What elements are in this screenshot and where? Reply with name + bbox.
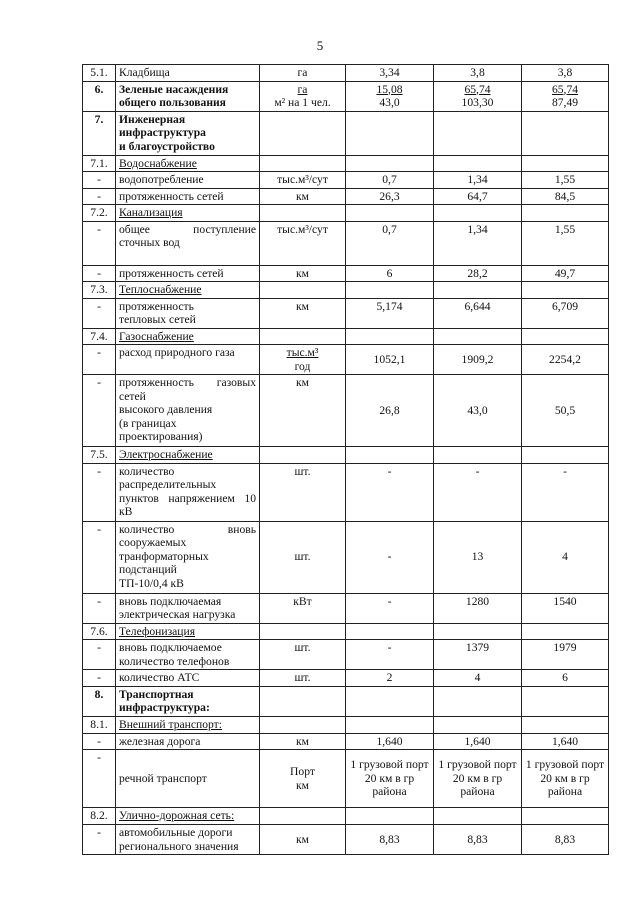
table-row [83,265,609,282]
value-stage1 [434,686,522,716]
row-name: вновь подключаемая электрическая нагрузка [116,593,260,623]
row-number: - [83,188,116,205]
value-stage2: 8,83 [522,825,609,855]
value-stage1 [434,716,522,733]
row-unit: га м² на 1 чел. [260,81,346,111]
row-unit [260,716,346,733]
value-stage2 [522,686,609,716]
value-existing: 0,7 [346,221,434,265]
value-stage1 [434,623,522,640]
value-stage2 [522,808,609,825]
row-name: Зеленые насаждения общего пользования [116,81,260,111]
value-stage2: 6 [522,670,609,687]
row-name: Инженерная инфраструктура и благоустройство [116,111,260,155]
row-unit: шт. [260,670,346,687]
value-existing [346,716,434,733]
row-number: 6. [83,81,116,111]
row-number: - [83,825,116,855]
value-existing [346,205,434,222]
row-number: 8.1. [83,716,116,733]
value-existing: 26,3 [346,188,434,205]
value-stage1: 6,644 [434,298,522,328]
row-unit [260,282,346,299]
value-existing: - [346,593,434,623]
row-unit [260,447,346,464]
row-name: вновь подключаемое количество телефонов [116,640,260,670]
row-number: 8.2. [83,808,116,825]
value-stage2: - [522,463,609,521]
value-stage1: 13 [434,521,522,593]
row-number: - [83,750,116,808]
table-row [83,623,609,640]
value-existing: 1052,1 [346,345,434,375]
value-stage2: 6,709 [522,298,609,328]
row-name: количество распределительных пунктов напряжением 10 кВ [116,463,260,521]
value-stage2: 50,5 [522,375,609,447]
row-number: - [83,172,116,189]
value-stage1 [434,205,522,222]
row-unit [260,111,346,155]
row-unit: км [260,265,346,282]
table-row [83,716,609,733]
value-existing: 2 [346,670,434,687]
row-number: - [83,298,116,328]
table-row [83,750,609,808]
value-stage2: 1540 [522,593,609,623]
row-unit: км [260,298,346,328]
value-existing [346,111,434,155]
value-stage1: 1,34 [434,221,522,265]
value-existing: - [346,521,434,593]
row-unit: кВт [260,593,346,623]
value-stage2: 1979 [522,640,609,670]
indicators-table [82,64,609,855]
value-stage2: 2254,2 [522,345,609,375]
row-name: автомобильные дороги регионального значения [116,825,260,855]
row-name: Теплоснабжение [116,282,260,299]
value-existing: 26,8 [346,375,434,447]
value-stage2: 65,74 87,49 [522,81,609,111]
row-number: - [83,670,116,687]
value-stage2 [522,111,609,155]
value-stage1: 3,8 [434,65,522,82]
value-existing [346,328,434,345]
value-stage1: 1280 [434,593,522,623]
row-name: железная дорога [116,733,260,750]
value-existing [346,686,434,716]
row-unit: шт. [260,521,346,593]
row-name: Телефонизация [116,623,260,640]
row-name: водопотребление [116,172,260,189]
row-name: Водоснабжение [116,155,260,172]
value-stage1 [434,808,522,825]
row-name: расход природного газа [116,345,260,375]
row-number: 7.2. [83,205,116,222]
table-row [83,298,609,328]
row-name: Газоснабжение [116,328,260,345]
row-unit: тыс.м³/сут [260,172,346,189]
row-name: количество АТС [116,670,260,687]
value-stage2: 4 [522,521,609,593]
row-unit [260,328,346,345]
value-existing: - [346,640,434,670]
value-stage2 [522,623,609,640]
value-existing: 0,7 [346,172,434,189]
row-number: - [83,221,116,265]
value-stage2: 3,8 [522,65,609,82]
row-unit: км [260,825,346,855]
table-row [83,593,609,623]
table-row [83,282,609,299]
row-unit [260,686,346,716]
value-existing [346,447,434,464]
table-row [83,733,609,750]
row-number: 7.3. [83,282,116,299]
value-stage1 [434,155,522,172]
value-stage1: 43,0 [434,375,522,447]
row-unit: км [260,733,346,750]
value-stage1: 8,83 [434,825,522,855]
row-unit [260,155,346,172]
row-name: общее поступление сточных вод [116,221,260,265]
row-name: речной транспорт [116,750,260,808]
row-unit [260,623,346,640]
table-row [83,670,609,687]
value-stage1: 1 грузовой порт 20 км в гр района [434,750,522,808]
table-row [83,686,609,716]
row-unit: шт. [260,640,346,670]
row-unit: га [260,65,346,82]
table-row [83,221,609,265]
row-number: - [83,463,116,521]
row-name: Улично-дорожная сеть: [116,808,260,825]
value-existing [346,623,434,640]
row-name: Кладбища [116,65,260,82]
value-existing: 1 грузовой порт 20 км в гр района [346,750,434,808]
row-unit: км [260,375,346,447]
value-stage2: 1,640 [522,733,609,750]
table-row [83,188,609,205]
value-stage1: 1379 [434,640,522,670]
row-number: - [83,640,116,670]
value-stage1 [434,447,522,464]
row-unit [260,808,346,825]
row-number: - [83,265,116,282]
table-row [83,205,609,222]
value-stage2 [522,716,609,733]
value-existing: 3,34 [346,65,434,82]
row-name: Электроснабжение [116,447,260,464]
row-unit: км [260,188,346,205]
table-row [83,111,609,155]
row-number: 5.1. [83,65,116,82]
row-number: - [83,345,116,375]
value-stage2 [522,205,609,222]
row-name: протяженность сетей [116,265,260,282]
table-row [83,640,609,670]
table-row [83,81,609,111]
value-stage1: - [434,463,522,521]
value-stage1: 64,7 [434,188,522,205]
value-stage2: 84,5 [522,188,609,205]
row-name: количество вновь сооружаемых транформаторных подстанций ТП-10/0,4 кВ [116,521,260,593]
value-existing: 8,83 [346,825,434,855]
table-row [83,521,609,593]
row-name: протяженность газовых сетей высокого давления (в границах проектирования) [116,375,260,447]
table-row [83,375,609,447]
row-number: 7.1. [83,155,116,172]
table-row [83,345,609,375]
value-stage1: 1,34 [434,172,522,189]
value-stage2: 1,55 [522,172,609,189]
row-number: 7.6. [83,623,116,640]
value-stage2: 1,55 [522,221,609,265]
value-stage2 [522,447,609,464]
row-number: 7.5. [83,447,116,464]
row-number: 7. [83,111,116,155]
row-unit [260,205,346,222]
value-existing [346,155,434,172]
table-row [83,328,609,345]
row-name: Канализация [116,205,260,222]
row-number: - [83,375,116,447]
value-stage1 [434,328,522,345]
value-stage2: 1 грузовой порт 20 км в гр района [522,750,609,808]
value-existing [346,808,434,825]
page-number: 5 [316,38,324,53]
row-unit: Порт км [260,750,346,808]
value-existing [346,282,434,299]
table-row [83,463,609,521]
row-name: Транспортная инфраструктура: [116,686,260,716]
row-name: Внешний транспорт: [116,716,260,733]
value-stage1: 1909,2 [434,345,522,375]
value-stage1: 65,74 103,30 [434,81,522,111]
row-number: - [83,593,116,623]
table-row [83,825,609,855]
row-unit: шт. [260,463,346,521]
value-existing: 5,174 [346,298,434,328]
table-row [83,808,609,825]
table-row [83,155,609,172]
value-stage1 [434,282,522,299]
row-unit: тыс.м³ год [260,345,346,375]
value-stage1: 1,640 [434,733,522,750]
table-row [83,65,609,82]
value-existing: - [346,463,434,521]
value-stage1: 4 [434,670,522,687]
value-existing: 1,640 [346,733,434,750]
value-stage2 [522,155,609,172]
table-row [83,447,609,464]
row-number: 8. [83,686,116,716]
value-existing: 15,08 43,0 [346,81,434,111]
row-number: - [83,733,116,750]
value-stage1 [434,111,522,155]
value-existing: 6 [346,265,434,282]
row-number: - [83,521,116,593]
value-stage1: 28,2 [434,265,522,282]
table-row [83,172,609,189]
row-name: протяженность сетей [116,188,260,205]
value-stage2 [522,282,609,299]
row-name: протяженность тепловых сетей [116,298,260,328]
value-stage2 [522,328,609,345]
row-unit: тыс.м³/сут [260,221,346,265]
value-stage2: 49,7 [522,265,609,282]
row-number: 7.4. [83,328,116,345]
